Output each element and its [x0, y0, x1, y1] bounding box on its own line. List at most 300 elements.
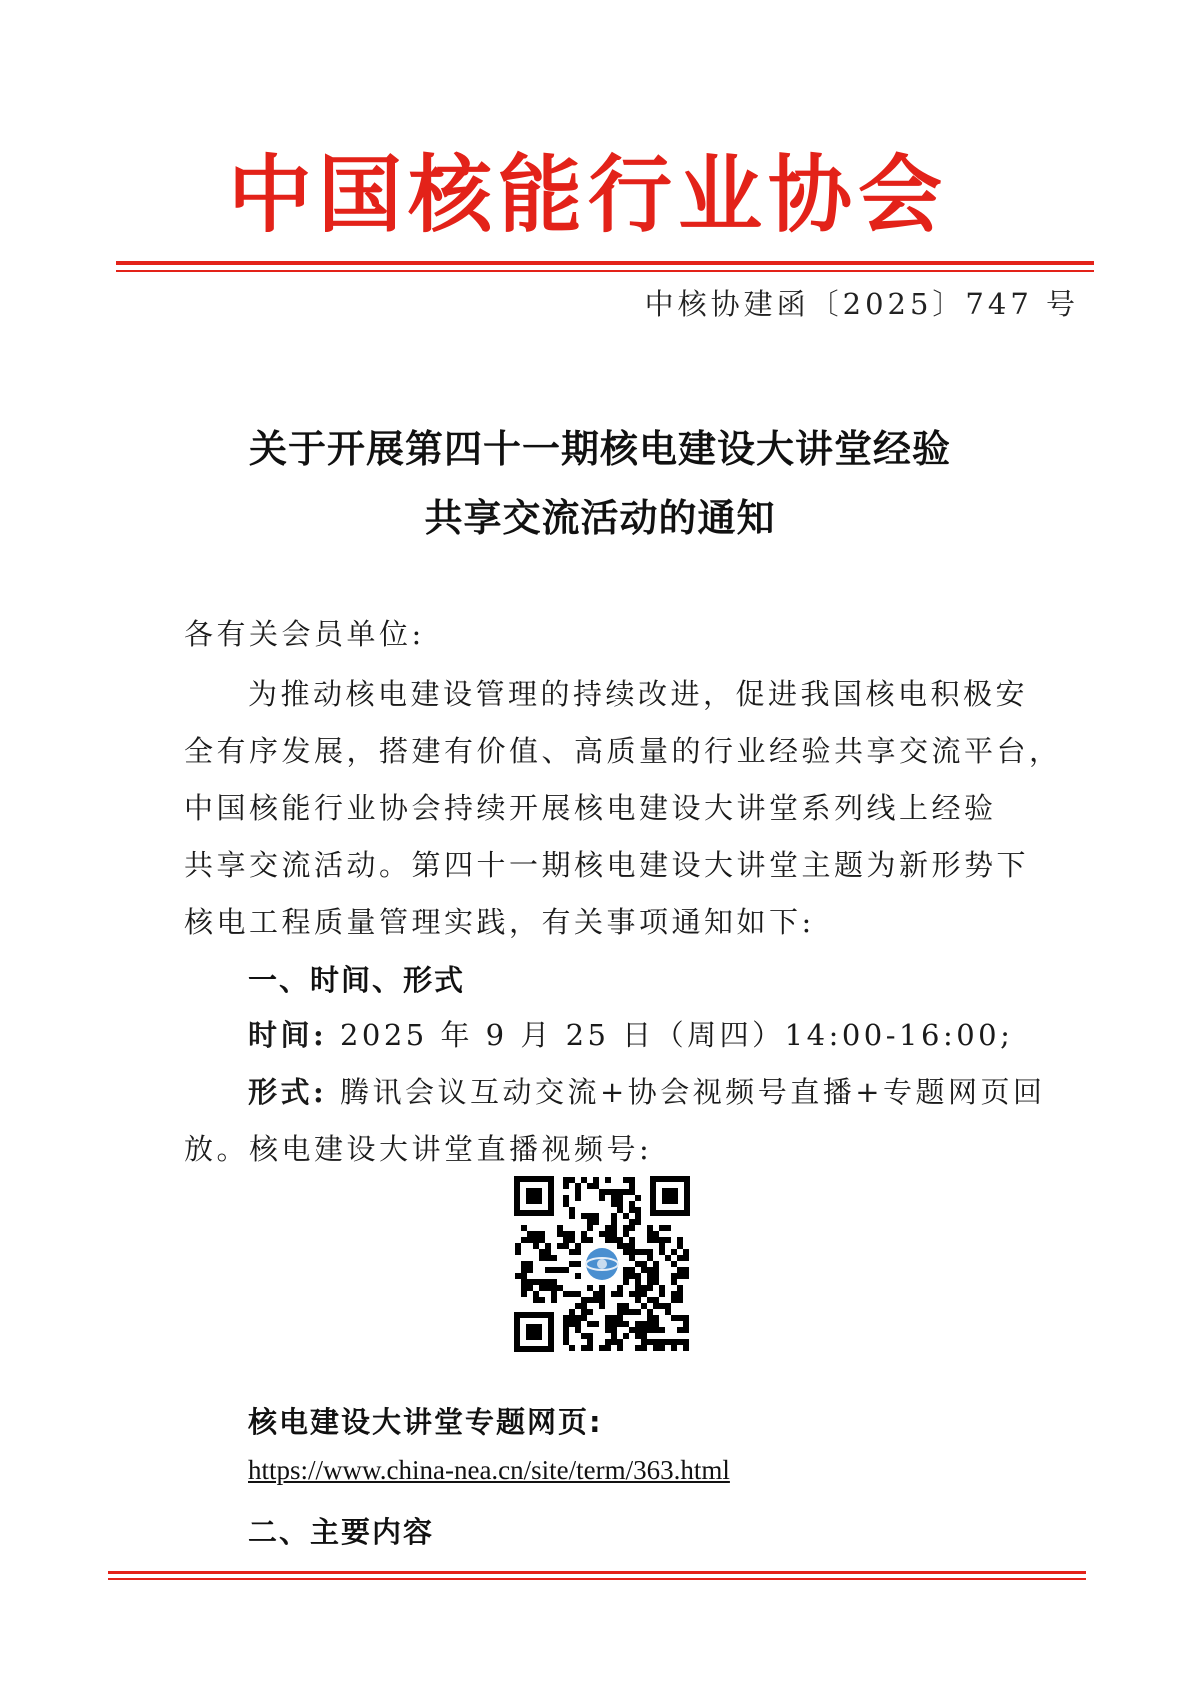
time-row — [248, 1015, 1013, 1055]
qr-module — [611, 1231, 617, 1237]
qr-module — [575, 1273, 581, 1279]
qr-module — [539, 1231, 545, 1237]
qr-module — [569, 1249, 575, 1255]
qr-module — [575, 1183, 581, 1189]
qr-module — [647, 1237, 653, 1243]
qr-module — [593, 1219, 599, 1225]
qr-module — [683, 1267, 689, 1273]
qr-module — [545, 1255, 551, 1261]
qr-module — [527, 1279, 533, 1285]
qr-module — [563, 1201, 569, 1207]
qr-module — [545, 1267, 551, 1273]
qr-module — [587, 1219, 593, 1225]
qr-module — [629, 1249, 635, 1255]
qr-module — [629, 1237, 635, 1243]
qr-module — [611, 1219, 617, 1225]
qr-module — [611, 1225, 617, 1231]
qr-module — [635, 1279, 641, 1285]
qr-module — [629, 1291, 635, 1297]
qr-module — [629, 1219, 635, 1225]
qr-module — [563, 1333, 569, 1339]
qr-module — [653, 1237, 659, 1243]
org-name: 中国核能行业协会 — [227, 145, 948, 244]
qr-module — [611, 1189, 617, 1195]
qr-module — [617, 1243, 623, 1249]
qr-module — [677, 1291, 683, 1297]
qr-module — [611, 1195, 617, 1201]
qr-module — [599, 1303, 605, 1309]
qr-module — [569, 1231, 575, 1237]
qr-module — [635, 1219, 641, 1225]
qr-module — [635, 1309, 641, 1315]
qr-module — [665, 1309, 671, 1315]
qr-module — [521, 1279, 527, 1285]
qr-module — [533, 1297, 539, 1303]
qr-module — [521, 1225, 527, 1231]
qr-module — [605, 1345, 611, 1351]
qr-module — [635, 1327, 641, 1333]
qr-module — [611, 1333, 617, 1339]
qr-module — [653, 1267, 659, 1273]
qr-module — [635, 1261, 641, 1267]
qr-module — [677, 1267, 683, 1273]
time-label: 时间: — [248, 1018, 328, 1052]
qr-module — [527, 1261, 533, 1267]
qr-module — [605, 1339, 611, 1345]
qr-module — [677, 1255, 683, 1261]
qr-module — [671, 1339, 677, 1345]
qr-module — [641, 1291, 647, 1297]
qr-module — [587, 1297, 593, 1303]
qr-module — [617, 1291, 623, 1297]
qr-module — [569, 1321, 575, 1327]
qr-module — [539, 1279, 545, 1285]
qr-code-graphic — [510, 1172, 694, 1356]
time-value: 2025 年 9 月 25 日（周四）14:00-16:00; — [339, 1018, 1014, 1052]
qr-module — [623, 1231, 629, 1237]
footer-rule-thick — [108, 1571, 1086, 1574]
qr-module — [671, 1315, 677, 1321]
qr-module — [623, 1177, 629, 1183]
qr-module — [683, 1273, 689, 1279]
qr-module — [575, 1195, 581, 1201]
qr-module — [587, 1225, 593, 1231]
qr-module — [635, 1291, 641, 1297]
qr-module — [611, 1291, 617, 1297]
qr-module — [557, 1285, 563, 1291]
qr-module — [539, 1249, 545, 1255]
form-value-line-2: 放。核电建设大讲堂直播视频号: — [184, 1132, 653, 1166]
qr-module — [557, 1231, 563, 1237]
qr-module — [683, 1327, 689, 1333]
qr-module — [569, 1345, 575, 1351]
qr-module — [653, 1339, 659, 1345]
qr-module — [653, 1345, 659, 1351]
qr-module — [599, 1291, 605, 1297]
qr-module — [647, 1315, 653, 1321]
qr-module — [647, 1279, 653, 1285]
qr-module — [515, 1249, 521, 1255]
qr-module — [527, 1231, 533, 1237]
qr-module — [569, 1213, 575, 1219]
qr-module — [623, 1225, 629, 1231]
qr-module — [635, 1207, 641, 1213]
qr-module — [581, 1177, 587, 1183]
qr-module — [683, 1255, 689, 1261]
qr-module — [575, 1189, 581, 1195]
qr-module — [653, 1327, 659, 1333]
qr-module — [521, 1261, 527, 1267]
qr-module — [617, 1195, 623, 1201]
qr-module — [629, 1201, 635, 1207]
qr-module — [635, 1213, 641, 1219]
qr-module — [629, 1327, 635, 1333]
qr-module — [629, 1177, 635, 1183]
qr-module — [623, 1249, 629, 1255]
qr-module — [557, 1225, 563, 1231]
qr-module — [641, 1333, 647, 1339]
qr-module — [533, 1237, 539, 1243]
qr-module — [581, 1297, 587, 1303]
qr-module — [557, 1243, 563, 1249]
form-value-line-1: 腾讯会议互动交流+协会视频号直播+专题网页回 — [339, 1075, 1046, 1109]
qr-module — [635, 1333, 641, 1339]
intro-line: 为推动核电建设管理的持续改进，促进我国核电积极安 — [248, 677, 1029, 711]
intro-line: 核电工程质量管理实践，有关事项通知如下: — [184, 905, 815, 939]
qr-module — [575, 1315, 581, 1321]
qr-module — [575, 1249, 581, 1255]
qr-module — [581, 1315, 587, 1321]
qr-module — [635, 1249, 641, 1255]
intro-line: 共享交流活动。第四十一期核电建设大讲堂主题为新形势下 — [184, 848, 1030, 882]
form-label: 形式: — [248, 1075, 328, 1109]
qr-module — [611, 1327, 617, 1333]
qr-module — [653, 1231, 659, 1237]
qr-module — [671, 1273, 677, 1279]
qr-module — [629, 1225, 635, 1231]
qr-module — [605, 1231, 611, 1237]
qr-module — [617, 1345, 623, 1351]
qr-module — [641, 1249, 647, 1255]
qr-module — [545, 1285, 551, 1291]
qr-module — [659, 1303, 665, 1309]
qr-module — [587, 1321, 593, 1327]
qr-module — [611, 1339, 617, 1345]
qr-module — [647, 1297, 653, 1303]
qr-module — [587, 1285, 593, 1291]
qr-module — [671, 1291, 677, 1297]
qr-module — [515, 1243, 521, 1249]
qr-module — [599, 1345, 605, 1351]
qr-module — [563, 1183, 569, 1189]
qr-module — [611, 1201, 617, 1207]
qr-module — [623, 1309, 629, 1315]
title-line-1: 关于开展第四十一期核电建设大讲堂经验 — [248, 426, 951, 471]
qr-module — [641, 1327, 647, 1333]
qr-module — [599, 1231, 605, 1237]
qr-module — [617, 1207, 623, 1213]
qr-module — [629, 1309, 635, 1315]
qr-module — [665, 1303, 671, 1309]
qr-module — [563, 1195, 569, 1201]
qr-module — [521, 1291, 527, 1297]
qr-module — [539, 1285, 545, 1291]
qr-module — [677, 1297, 683, 1303]
qr-module — [635, 1195, 641, 1201]
qr-module — [677, 1243, 683, 1249]
qr-module — [575, 1327, 581, 1333]
qr-module — [659, 1291, 665, 1297]
qr-module — [659, 1327, 665, 1333]
qr-module — [569, 1315, 575, 1321]
qr-module — [593, 1213, 599, 1219]
qr-module — [551, 1267, 557, 1273]
qr-module — [671, 1261, 677, 1267]
qr-module — [551, 1279, 557, 1285]
qr-module — [521, 1267, 527, 1273]
qr-module — [599, 1297, 605, 1303]
qr-module — [575, 1261, 581, 1267]
qr-module — [617, 1339, 623, 1345]
qr-module — [599, 1195, 605, 1201]
qr-module — [677, 1327, 683, 1333]
qr-module — [623, 1189, 629, 1195]
qr-module — [641, 1339, 647, 1345]
qr-module — [587, 1213, 593, 1219]
qr-module — [533, 1279, 539, 1285]
qr-module — [587, 1183, 593, 1189]
qr-module — [527, 1237, 533, 1243]
qr-module — [683, 1249, 689, 1255]
qr-module — [671, 1249, 677, 1255]
qr-module — [677, 1237, 683, 1243]
qr-module — [593, 1177, 599, 1183]
qr-module — [617, 1189, 623, 1195]
qr-module — [653, 1321, 659, 1327]
qr-module — [623, 1321, 629, 1327]
qr-module — [677, 1285, 683, 1291]
qr-module — [593, 1183, 599, 1189]
qr-module — [563, 1327, 569, 1333]
qr-module — [557, 1267, 563, 1273]
qr-module — [647, 1339, 653, 1345]
qr-module — [623, 1273, 629, 1279]
qr-module — [677, 1315, 683, 1321]
qr-module — [617, 1285, 623, 1291]
qr-module — [653, 1315, 659, 1321]
qr-module — [623, 1213, 629, 1219]
qr-module — [599, 1285, 605, 1291]
qr-module — [677, 1339, 683, 1345]
qr-module — [563, 1339, 569, 1345]
qr-module — [629, 1207, 635, 1213]
qr-module — [677, 1273, 683, 1279]
qr-module — [671, 1345, 677, 1351]
qr-code-icon — [510, 1172, 694, 1356]
qr-module — [611, 1315, 617, 1321]
qr-module — [665, 1225, 671, 1231]
qr-module — [539, 1237, 545, 1243]
qr-module — [665, 1255, 671, 1261]
qr-module — [641, 1321, 647, 1327]
qr-module — [647, 1327, 653, 1333]
qr-module — [647, 1285, 653, 1291]
qr-module — [683, 1321, 689, 1327]
qr-module — [671, 1279, 677, 1285]
qr-module — [629, 1243, 635, 1249]
qr-module — [641, 1345, 647, 1351]
qr-module — [653, 1279, 659, 1285]
qr-module — [533, 1231, 539, 1237]
qr-module — [569, 1291, 575, 1297]
qr-module — [539, 1255, 545, 1261]
qr-module — [623, 1243, 629, 1249]
qr-module — [581, 1231, 587, 1237]
title-line-2: 共享交流活动的通知 — [424, 495, 776, 540]
qr-module — [563, 1231, 569, 1237]
qr-module — [545, 1243, 551, 1249]
qr-module — [647, 1231, 653, 1237]
qr-module — [521, 1273, 527, 1279]
qr-module — [587, 1309, 593, 1315]
qr-module — [563, 1243, 569, 1249]
intro-line: 全有序发展，搭建有价值、高质量的行业经验共享交流平台， — [184, 734, 1062, 768]
qr-module — [647, 1225, 653, 1231]
qr-module — [569, 1177, 575, 1183]
section-1-heading: 一、时间、形式 — [248, 963, 466, 997]
qr-module — [647, 1321, 653, 1327]
qr-module — [605, 1189, 611, 1195]
qr-module — [617, 1315, 623, 1321]
qr-module — [605, 1321, 611, 1327]
qr-module — [683, 1339, 689, 1345]
qr-module — [581, 1309, 587, 1315]
qr-module — [659, 1249, 665, 1255]
qr-module — [635, 1297, 641, 1303]
qr-module — [623, 1267, 629, 1273]
qr-module — [545, 1249, 551, 1255]
qr-module — [587, 1333, 593, 1339]
qr-module — [575, 1291, 581, 1297]
qr-module — [629, 1273, 635, 1279]
qr-module — [569, 1309, 575, 1315]
qr-module — [605, 1237, 611, 1243]
qr-module — [659, 1285, 665, 1291]
qr-module — [647, 1255, 653, 1261]
qr-module — [539, 1297, 545, 1303]
qr-module — [659, 1237, 665, 1243]
qr-module — [563, 1315, 569, 1321]
qr-module — [635, 1285, 641, 1291]
qr-module — [665, 1237, 671, 1243]
qr-module — [611, 1213, 617, 1219]
qr-module — [563, 1321, 569, 1327]
qr-module — [617, 1321, 623, 1327]
qr-module — [521, 1237, 527, 1243]
qr-module — [581, 1345, 587, 1351]
section-2-heading: 二、主要内容 — [248, 1515, 435, 1549]
qr-module — [587, 1345, 593, 1351]
qr-module — [623, 1333, 629, 1339]
qr-module — [569, 1207, 575, 1213]
qr-module — [533, 1291, 539, 1297]
qr-module — [551, 1291, 557, 1297]
qr-module — [653, 1273, 659, 1279]
qr-module — [551, 1285, 557, 1291]
qr-module — [671, 1297, 677, 1303]
qr-module — [641, 1267, 647, 1273]
qr-module — [683, 1315, 689, 1321]
document-number: 中核协建函〔2025〕747 号 — [644, 287, 1079, 321]
qr-module — [635, 1321, 641, 1327]
qr-module — [563, 1237, 569, 1243]
qr-module — [605, 1315, 611, 1321]
qr-module — [683, 1345, 689, 1351]
qr-module — [563, 1177, 569, 1183]
footer-rule-thin — [108, 1578, 1086, 1580]
qr-module — [575, 1321, 581, 1327]
qr-module — [515, 1273, 521, 1279]
form-row — [248, 1072, 1046, 1112]
qr-module — [587, 1237, 593, 1243]
qr-module — [629, 1189, 635, 1195]
intro-line: 中国核能行业协会持续开展核电建设大讲堂系列线上经验 — [184, 791, 997, 825]
qr-module — [635, 1273, 641, 1279]
qr-module — [563, 1267, 569, 1273]
qr-module — [647, 1309, 653, 1315]
qr-module — [653, 1261, 659, 1267]
qr-module — [665, 1339, 671, 1345]
qr-module — [659, 1225, 665, 1231]
qr-module — [551, 1255, 557, 1261]
qr-module — [653, 1303, 659, 1309]
qr-module — [611, 1237, 617, 1243]
qr-module — [641, 1303, 647, 1309]
qr-module — [623, 1279, 629, 1285]
webpage-url-link[interactable]: https://www.china-nea.cn/site/term/363.html — [248, 1455, 730, 1485]
qr-module — [635, 1345, 641, 1351]
qr-module — [599, 1189, 605, 1195]
qr-module — [617, 1303, 623, 1309]
qr-module — [575, 1303, 581, 1309]
qr-module — [659, 1339, 665, 1345]
qr-module — [527, 1285, 533, 1291]
qr-module — [617, 1309, 623, 1315]
letterhead-rule-thick — [116, 261, 1094, 265]
salutation: 各有关会员单位: — [184, 617, 425, 651]
qr-module — [641, 1285, 647, 1291]
qr-module — [617, 1201, 623, 1207]
qr-module — [575, 1243, 581, 1249]
qr-module — [629, 1255, 635, 1261]
qr-module — [593, 1321, 599, 1327]
qr-module — [617, 1237, 623, 1243]
qr-module — [647, 1249, 653, 1255]
qr-module — [629, 1183, 635, 1189]
qr-module — [581, 1303, 587, 1309]
qr-module — [593, 1297, 599, 1303]
qr-module — [605, 1327, 611, 1333]
qr-module — [659, 1345, 665, 1351]
qr-module — [611, 1321, 617, 1327]
qr-module — [521, 1285, 527, 1291]
qr-module — [533, 1243, 539, 1249]
qr-module — [647, 1267, 653, 1273]
qr-module — [629, 1267, 635, 1273]
qr-module — [659, 1243, 665, 1249]
qr-module — [551, 1297, 557, 1303]
qr-module — [581, 1333, 587, 1339]
